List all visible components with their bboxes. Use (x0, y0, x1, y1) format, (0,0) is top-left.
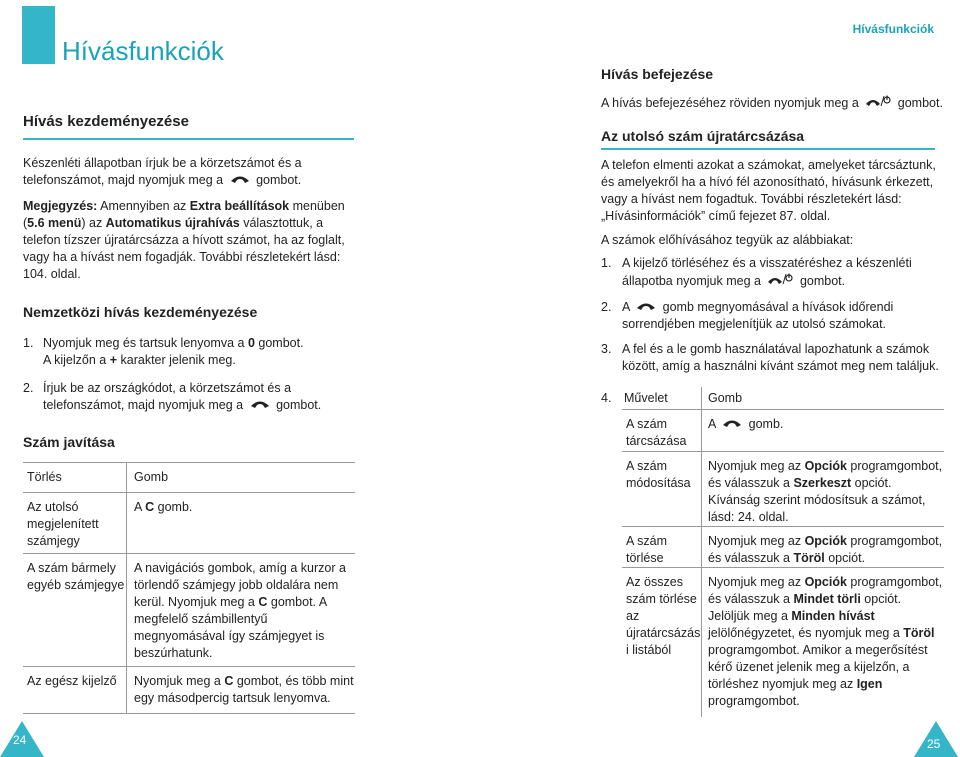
text-line: Írjuk be az országkódot, a körzetszámot és a (43, 381, 292, 395)
text-line (708, 625, 948, 642)
text-span: lásd: 24. oldal. (708, 510, 789, 524)
phone-send-icon (722, 416, 742, 433)
text-line (708, 608, 948, 625)
text-span: A (708, 417, 716, 431)
table-cell (708, 458, 948, 526)
text-line: vagy ha a hívást nem fogadják. További részletekért lásd: (23, 250, 341, 264)
section-rule (23, 138, 354, 140)
text-span: jelölőnégyzetet, és nyomjuk meg a (708, 626, 904, 640)
phone-send-icon (636, 299, 656, 316)
text-line (134, 594, 359, 611)
running-head: Hívásfunkciók (852, 22, 934, 36)
table-header: Törlés (27, 470, 62, 484)
section-heading-international: Nemzetközi hívás kezdeményezése (23, 304, 258, 320)
intl-steps (23, 335, 363, 414)
text-line: az (626, 609, 640, 623)
text-span: Nyomjuk meg az (708, 459, 805, 473)
menu-name: Extra beállítások (189, 199, 290, 213)
key-label: + (109, 353, 118, 367)
text-span: kérő üzenet jelenik meg a kijelzőn, a (708, 660, 910, 674)
text-span: és válasszuk a (708, 476, 794, 490)
emphasis: C (145, 500, 155, 514)
text-span: Amennyiben az (97, 199, 190, 213)
text-line (43, 352, 363, 369)
text-span: opciót. (851, 476, 892, 490)
correction-table (23, 462, 355, 714)
text-line: A szám (626, 534, 667, 548)
table-rule (23, 492, 355, 493)
table-header: Művelet (624, 391, 668, 405)
text-span: telefonszámot, majd nyomjuk meg a (43, 398, 244, 412)
text-span: A navigációs gombok, amíg a kurzor a (134, 561, 346, 575)
table-rule (23, 713, 355, 714)
text-span: megfelelő számbillentyű (134, 612, 268, 626)
table-cell (708, 574, 948, 710)
emphasis: C (258, 595, 268, 609)
table-col-rule (126, 462, 127, 714)
text-span: Nyomjuk meg és tartsuk lenyomva a (43, 336, 248, 350)
list-item (601, 255, 951, 291)
chapter-title: Hívásfunkciók (62, 36, 224, 66)
table-cell (708, 533, 948, 567)
text-line (134, 577, 359, 594)
text-span: A hívás befejezéséhez röviden nyomjuk meg a (601, 95, 859, 110)
list-number: 4. (601, 391, 612, 405)
text-line: A szám (626, 417, 667, 431)
text-line (134, 645, 359, 662)
text-line (23, 198, 368, 215)
text-line: Az összes (626, 575, 683, 589)
text-span: Nyomjuk meg az (708, 534, 805, 548)
redial-steps (601, 255, 951, 375)
list-item (601, 341, 951, 375)
text-line: 104. oldal. (23, 267, 81, 281)
table-cell (27, 499, 125, 550)
text-span: programgombot, (846, 534, 943, 548)
phone-send-icon (230, 172, 250, 189)
text-line: módosítása (626, 476, 691, 490)
end-call-text (601, 94, 946, 113)
text-span: és válasszuk a (708, 551, 794, 565)
text-span: gombot. (799, 273, 846, 288)
text-line: szám törlése (626, 592, 697, 606)
text-span: programgombot. (708, 694, 800, 708)
text-line: A számok előhívásához tegyük az alábbiakat: (601, 233, 854, 247)
text-span: programgombot, (846, 459, 943, 473)
list-number: 1. (601, 256, 612, 270)
text-span: megnyomásával így számjegyet is (134, 629, 325, 643)
text-span: törlendő számjegy jobb oldalára nem (134, 578, 339, 592)
text-line (708, 550, 948, 567)
text-line (23, 172, 363, 189)
text-span: programgombot. Amikor a megerősítést (708, 643, 928, 657)
text-span: és válasszuk a (708, 592, 794, 606)
text-span: beszúrhatunk. (134, 646, 213, 660)
table-cell (626, 574, 702, 659)
text-span: A (134, 500, 146, 514)
page-number: 24 (13, 733, 27, 747)
text-line (43, 397, 363, 414)
table-rule (622, 567, 944, 568)
text-span: A (622, 300, 630, 314)
text-line (708, 693, 948, 710)
list-number: 2. (601, 300, 612, 314)
table-cell (134, 560, 359, 662)
list-item (23, 380, 363, 414)
emphasis: Igen (856, 677, 883, 691)
text-line: vagy a hívást nem fogadtuk. További részletekért lásd: (601, 192, 902, 206)
text-span: gombot, és több mint (233, 674, 354, 688)
text-line (708, 591, 948, 608)
text-line: és amelyekről ha a hívó fél azonosítható, hívásunk érkezett, (601, 175, 934, 189)
text-line: számjegy (27, 534, 80, 548)
phone-end-power-icon (865, 94, 891, 113)
text-line: Az egész kijelző (27, 674, 117, 688)
text-span: gombot. (254, 336, 304, 350)
text-span: gomb. (154, 500, 193, 514)
text-line: A telefon elmenti azokat a számokat, amelyeket tárcsáztunk, (601, 158, 936, 172)
text-span: Nyomjuk meg az (708, 575, 805, 589)
text-span: gombot. (276, 398, 322, 412)
table-header: Gomb (134, 470, 169, 484)
table-cell (626, 458, 700, 492)
table-header: Gomb (708, 391, 743, 405)
note-label: Megjegyzés: (23, 199, 98, 213)
text-span: gomb megnyomásával a hívások időrendi (662, 300, 894, 314)
text-span: választottuk, a (239, 216, 324, 230)
text-line: újratárcsázás (626, 626, 701, 640)
text-span: gomb. (748, 417, 784, 431)
emphasis: Opciók (804, 534, 847, 548)
table-cell (27, 560, 125, 594)
section-heading-end-call: Hívás befejezése (601, 66, 714, 82)
text-line: A szám bármely (27, 561, 116, 575)
table-rule (622, 409, 944, 410)
text-span: menüben (289, 199, 345, 213)
page-number: 25 (927, 737, 941, 751)
text-line (23, 215, 368, 232)
table-rule (23, 553, 355, 554)
list-number: 2. (23, 381, 34, 395)
text-line (622, 299, 951, 316)
list-number: 3. (601, 342, 612, 357)
text-line: A szám (626, 459, 667, 473)
emphasis: Opciók (804, 575, 847, 589)
text-line: sorrendjében megjelenítjük az utolsó számokat. (622, 317, 887, 332)
text-line (134, 690, 359, 707)
table-cell (134, 673, 359, 707)
list-item (601, 299, 951, 333)
text-span: opciót. (824, 551, 866, 565)
redial-paragraph (601, 157, 946, 249)
text-line: Az utolsó (27, 500, 79, 514)
emphasis: Mindet törli (793, 592, 861, 606)
text-span: törléshez nyomjuk meg az (708, 677, 857, 691)
menu-number: 5.6 menü (27, 216, 82, 230)
text-span: Kívánság szerint módosítsuk a számot, (708, 493, 926, 507)
text-span: egy másodpercig tartsuk lenyomva. (134, 691, 331, 705)
text-line (708, 659, 948, 676)
text-line: telefon tízszer újratárcsázza a hívott számot, ha az foglalt, (23, 233, 345, 247)
text-line (622, 272, 951, 291)
section-heading-redial: Az utolsó szám újratárcsázása (601, 128, 805, 144)
table-rule (622, 451, 944, 452)
text-line (134, 560, 359, 577)
text-span: kerül. Nyomjuk meg a (134, 595, 259, 609)
text-line (134, 628, 359, 645)
text-span: állapotba nyomjuk meg a (622, 273, 761, 288)
key-label: 0 (247, 336, 255, 350)
text-span: Nyomjuk meg a (134, 674, 225, 688)
text-span: telefonszámot, majd nyomjuk meg a (23, 173, 224, 187)
text-span: ( (23, 216, 28, 230)
text-span: A kijelzőn a (43, 353, 110, 367)
table-cell (27, 673, 125, 690)
table-rule (23, 666, 355, 667)
text-line (708, 458, 948, 475)
text-line: között, amíg a használni kívánt számot meg nem találjuk. (622, 359, 939, 374)
table-rule (23, 462, 355, 463)
section-heading-correct: Szám javítása (23, 434, 115, 450)
text-line: törlése (626, 551, 664, 565)
text-span: ) az (81, 216, 106, 230)
text-span: gombot. (256, 173, 302, 187)
redial-options-table (622, 387, 947, 717)
table-rule (622, 526, 944, 527)
text-line: Készenléti állapotban írjuk be a körzetszámot és a (23, 156, 302, 170)
text-line: A fel és a le gomb használatával lapozhatunk a számok (622, 342, 930, 357)
text-span: karakter jelenik meg. (117, 353, 236, 367)
emphasis: Minden hívást (791, 609, 875, 623)
table-cell (626, 416, 700, 450)
text-line (708, 574, 948, 591)
text-line (134, 611, 359, 628)
text-line (708, 492, 948, 509)
table-col-rule (701, 387, 702, 717)
emphasis: Szerkeszt (793, 476, 852, 490)
option-name: Automatikus újrahívás (105, 216, 240, 230)
text-line (708, 676, 948, 693)
text-line: megjelenített (27, 517, 99, 531)
text-line: tárcsázása (626, 434, 687, 448)
table-cell (134, 499, 355, 516)
emphasis: Opciók (804, 459, 847, 473)
list-item (23, 335, 363, 369)
chapter-marker (22, 6, 55, 64)
phone-end-power-icon (767, 272, 793, 291)
text-line: „Hívásinformációk” című fejezet 87. oldal. (601, 209, 831, 223)
text-span: programgombot, (846, 575, 943, 589)
section-heading-call: Hívás kezdeményezése (23, 113, 189, 130)
call-paragraph (23, 155, 363, 189)
text-line (134, 499, 355, 516)
text-span: gombot. (897, 95, 943, 110)
note-paragraph (23, 198, 368, 283)
text-span: opciót. (860, 592, 902, 606)
text-span: Jelöljük meg a (708, 609, 792, 623)
emphasis: Töröl (793, 551, 825, 565)
text-line: egyéb számjegye (27, 578, 125, 592)
phone-send-icon (250, 397, 270, 414)
text-line (708, 475, 948, 492)
text-line (134, 673, 359, 690)
text-line (708, 642, 948, 659)
text-line (43, 335, 363, 352)
text-line: A kijelző törléséhez és a visszatéréshez a készenléti (622, 256, 912, 270)
text-line (708, 509, 948, 526)
section-rule (601, 148, 935, 150)
table-cell (708, 416, 948, 433)
text-span: gombot. A (267, 595, 328, 609)
table-cell (626, 533, 700, 567)
list-number: 1. (23, 336, 34, 350)
text-line (708, 533, 948, 550)
text-line: i listából (626, 643, 672, 657)
emphasis: Töröl (903, 626, 935, 640)
emphasis: C (224, 674, 234, 688)
